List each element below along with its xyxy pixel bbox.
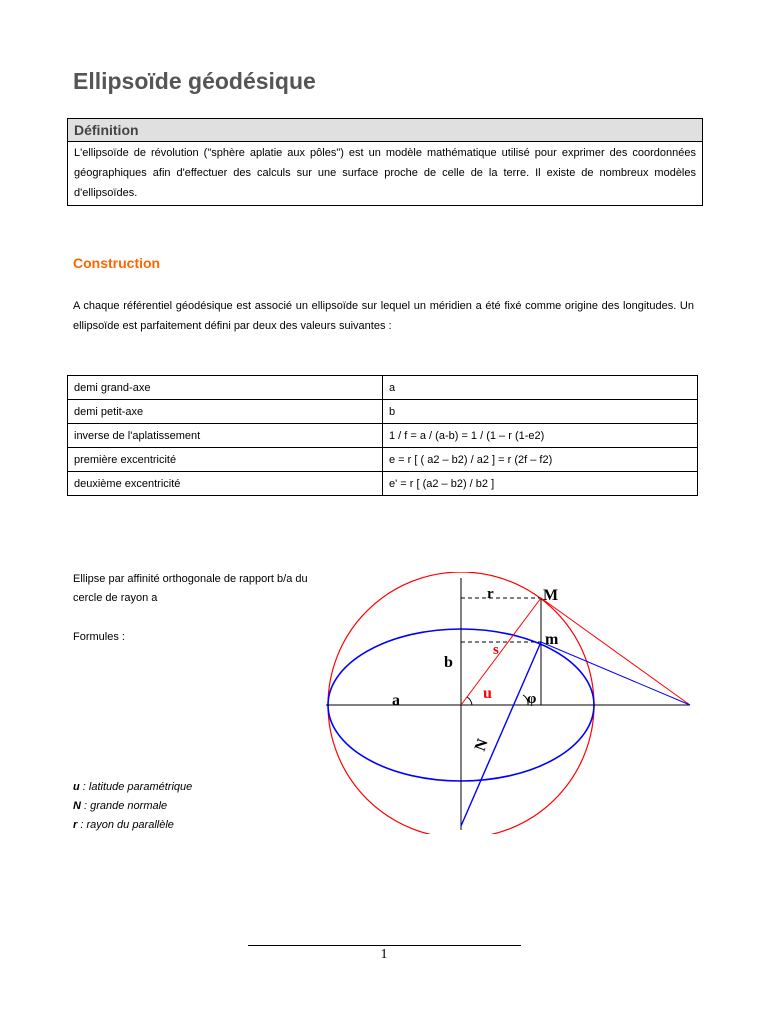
- construction-text: A chaque référentiel géodésique est associé un ellipsoïde sur lequel un méridien a été fixé comme origine des longitudes. Un ellipsoïde est parfaitement défini par deux des valeurs suivantes :: [73, 300, 694, 332]
- table-cell-name: première excentricité: [68, 448, 383, 472]
- label-N: N: [471, 736, 492, 754]
- table-row: [68, 448, 698, 472]
- label-s: s: [493, 642, 499, 658]
- table-cell-value: e = r [ ( a2 – b2) / a2 ] = r (2f – f2): [383, 448, 698, 472]
- label-u: u: [483, 685, 492, 702]
- table-cell-name: deuxième excentricité: [68, 472, 383, 496]
- table-row: [68, 424, 698, 448]
- label-phi: φ: [527, 691, 537, 707]
- table-cell-name: inverse de l'aplatissement: [68, 424, 383, 448]
- table-cell-value: 1 / f = a / (a-b) = 1 / (1 – r (1-e2): [383, 424, 698, 448]
- label-r: r: [487, 586, 494, 602]
- footer-rule: [248, 945, 521, 946]
- radius-s-line: [461, 598, 541, 705]
- table-row: [68, 400, 698, 424]
- table-cell-value: b: [383, 400, 698, 424]
- label-a: a: [392, 692, 400, 709]
- legend-description: : latitude paramétrique: [79, 781, 193, 793]
- legend-item: [73, 816, 192, 835]
- table-cell-name: demi grand-axe: [68, 376, 383, 400]
- legend-item: [73, 797, 192, 816]
- construction-heading: Construction: [73, 255, 161, 271]
- label-M: M: [543, 587, 559, 604]
- legend-symbol: N: [73, 800, 81, 812]
- table-cell-name: demi petit-axe: [68, 400, 383, 424]
- definition-box: [67, 118, 703, 206]
- legend-symbol: r: [73, 819, 78, 831]
- label-b: b: [444, 654, 453, 671]
- figure-caption: Ellipse par affinité orthogonale de rapport b/a du cercle de rayon a: [73, 573, 308, 604]
- ellipsoid-values-table: [67, 375, 698, 496]
- formulas-label: Formules :: [73, 631, 125, 643]
- table-cell-value: e' = r [ (a2 – b2) / b2 ]: [383, 472, 698, 496]
- table-cell-value: a: [383, 376, 698, 400]
- figure-legend: [73, 778, 192, 835]
- legend-description: : rayon du parallèle: [77, 819, 174, 831]
- legend-description: : grande normale: [80, 800, 168, 812]
- legend-item: [73, 778, 192, 797]
- table-row: [68, 376, 698, 400]
- ellipse-diagram: [320, 572, 700, 834]
- definition-text: L'ellipsoïde de révolution ("sphère aplatie aux pôles") est un modèle mathématique utilisé pour exprimer des coordonnées géographiques afin d'effectuer des calculs sur une surface proche de celle de la terre. Il existe de nombreux modèles d'ellipsoïdes.: [74, 147, 696, 199]
- definition-heading: Définition: [68, 119, 702, 142]
- page-number: 1: [380, 947, 388, 962]
- table-row: [68, 472, 698, 496]
- angle-u-arc: [467, 697, 472, 705]
- legend-symbol: u: [73, 781, 80, 793]
- page-title: Ellipsoïde géodésique: [73, 68, 316, 94]
- normal-n-line: [461, 642, 541, 826]
- label-m: m: [545, 631, 559, 648]
